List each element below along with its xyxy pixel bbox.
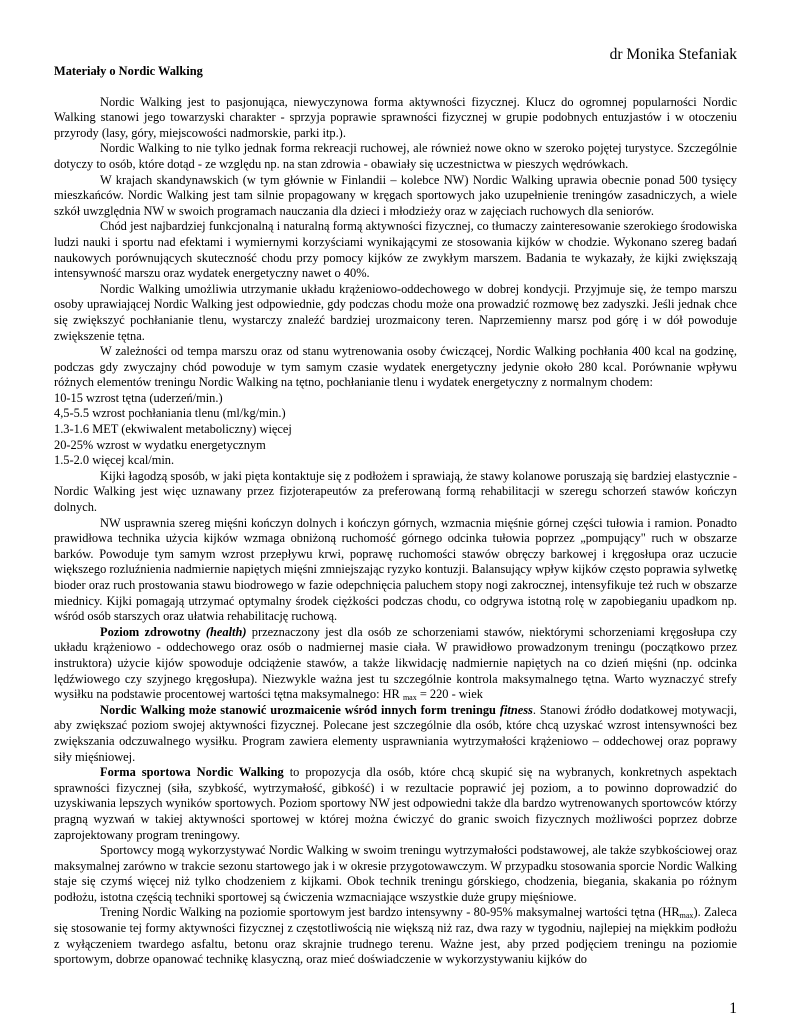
sport-level-heading: Forma sportowa Nordic Walking [100, 765, 284, 780]
paragraph-research: Chód jest najbardziej funkcjonalną i naturalną formą aktywności fizycznej, co tłumaczy zainteresowanie szerokiego środowiska ludzi nauki i sportu nad efektami i wymiernymi korzyściami wynikającymi ze stosowania kijków w chodzie. Wykonano szereg badań naukowych porównujących skuteczność chodu przy pomocy kijków ze zwykłym marszem. Badania te wykazały, że kijki zwiększają intensywność marszu oraz wydatek energetyczny nawet o 40%. [54, 219, 737, 281]
health-term: (health) [205, 624, 247, 639]
page-number: 1 [729, 1000, 737, 1017]
paragraph-athletes: Sportowcy mogą wykorzystywać Nordic Walking w swoim treningu wytrzymałości podstawowej, ale także szybkościowej oraz maksymalnej zarówno w trakcie sezonu startowego jak i w okresie przygotowawczym. W przypadku stosowania sporcie Nordic Walking staje się czymś więcej niż tylko chodzeniem z kijkami. Obok technik treningu górskiego, chodzenia, biegania, skakania po różnym podłożu, istotna częścią techniki sportowej są ćwiczenia wzmacniające wszystkie duże grupy mięśniowe. [54, 843, 737, 904]
paragraph-scandinavia: W krajach skandynawskich (w tym głównie w Finlandii – kolebce NW) Nordic Walking uprawia obecnie ponad 500 tysięcy mieszkańców. Nordic Walking jest tam silnie propagowany w kręgach sportowych jako uzupełnienie treningów zasadniczych, a wiele szkół uwzględnia NW w swoich programach nauczania dla dzieci i młodzieży oraz w zajęciach ruchowych dla seniorów. [54, 172, 737, 218]
paragraph-fitness-level [54, 703, 737, 765]
paragraph-health-level [54, 625, 737, 703]
paragraph-sport-level [54, 765, 737, 843]
document-body [54, 64, 737, 968]
list-item: 4,5-5.5 wzrost pochłaniania tlenu (ml/kg/min.) [54, 406, 286, 421]
fitness-term: fitness [499, 702, 533, 717]
list-item: 1.3-1.6 MET (ekwiwalent metaboliczny) więcej [54, 422, 292, 437]
paragraph-rehabilitation: Kijki łagodzą sposób, w jaki pięta kontaktuje się z podłożem i sprawiają, że stawy kolanowe poruszają się bardziej elastycznie - Nordic Walking jest więc uznawany przez fizjoterapeutów za preferowaną formą rehabilitacji w szeregu schorzeń stawów kończyn dolnych. [54, 468, 737, 515]
list-item: 10-15 wzrost tętna (uderzeń/min.) [54, 390, 223, 405]
sport-training-text-a: Trening Nordic Walking na poziomie sportowym jest bardzo intensywny - 80-95% maksymalnej wartości tętna (HR [100, 905, 680, 920]
hr-formula: = 220 - wiek [416, 687, 483, 702]
sport-training-text-b: ). Zaleca się stosowanie tej formy aktywności fizycznej z częstotliwością nie większą niż raz, dwa razy w tygodniu, najlepiej na miękkim podłożu z wyłączeniem twardego asfaltu, betonu oraz skrajnie trudnego terenu. Ważne jest, aby przed podjęciem treningu na poziomie sportowym, dobrze opanować technikę klasyczną, oraz mieć doświadczenie w wykorzystywaniu kijków do [54, 905, 737, 967]
sport-level-text: to propozycja dla osób, które chcą skupić się na wybranych, konkretnych aspektach sprawności fizycznej (siła, szybkość, wytrzymałość, gibkość) i w rezultacie poprawić jej poziom, a to powinno doprowadzić do uzyskiwania lepszych wyników sportowych. Poziom sportowy NW jest odpowiedni także dla bardzo wytrenowanych sportowców którzy pragną wyzwań w takiej aktywności sportowej w której można ćwiczyć do granic swoich fizycznych możliwości poprzez dobrze zaprojektowany program treningowy. [54, 765, 738, 842]
health-level-text: przeznaczony jest dla osób ze schorzeniami stawów, niektórymi schorzeniami kręgosłupa czy układu krążeniowo - oddechowego oraz osób o nadmiernej masie ciała. W prawidłowo prowadzonym treningu (początkowo przez instruktora) użycie kijów spowoduje odciążenie stawów, a także likwidację nadmiernie napiętych na co dzień mięśni (np. odcinka lędźwiowego czy szyjnego kręgosłupa). Niezwykle ważna jest tu szczególnie kontrola maksymalnego tętna. Warto wyznaczyć strefy wysiłku na podstawie procentowej wartości tętna maksymalnego: HR [54, 624, 737, 702]
paragraph-sport-training [54, 905, 737, 967]
paragraph-muscles: NW usprawnia szereg mięśni kończyn dolnych i kończyn górnych, wzmacnia mięśnie górnej części tułowia i ramion. Ponadto prawidłowa technika użycia kijków wzmaga obniżoną ruchomość górnego odcinka tułowia poprzez „pompujący" ruch w obszarze barków. Powoduje tym samym wzrost przepływu krwi, poprawę ruchomości stawów obręczy barkowej i kręgosłupa oraz uczucie większego rozluźnienia nadmiernie napiętych mięśni zmniejszając ryzyko kontuzji. Balansujący wpływ kijków często poprawia sylwetkę bioder oraz ruch prostowania stawu biodrowego w fazie odepchnięcia paluchem stopy nogi zakrocznej, intensyfikuje też ruch w obszarze miednicy. Kijki pomagają utrzymać optymalny środek ciężkości podczas chodu, co odgrywa istotną rolę w zapobieganiu upadkom np. wśród osób starszych oraz ułatwia rehabilitację ruchową. [54, 515, 737, 624]
paragraph-tourism: Nordic Walking to nie tylko jednak forma rekreacji ruchowej, ale również nowe okno w szeroko pojętej turystyce. Szczególnie dotyczy to osób, które dotąd - ze względu np. na stan zdrowia - obawiały się uczestnictwa w pieszych wędrówkach. [54, 141, 737, 171]
paragraph-intro: Nordic Walking jest to pasjonująca, niewyczynowa forma aktywności fizycznej. Klucz do ogromnej popularności Nordic Walking stanowi jego towarzyski charakter - sprzyja poprawie sprawności fizycznej w grupie podobnych entuzjastów i w otoczeniu przyrody (lasy, góry, miejscowości nadmorskie, parki itp.). [54, 94, 737, 140]
paragraph-cardio: Nordic Walking umożliwia utrzymanie układu krążeniowo-oddechowego w dobrej kondycji. Przyjmuje się, że tempo marszu osoby uprawiającej Nordic Walking jest odpowiednie, gdy podczas chodu może ona prowadzić rozmowę bez zadyszki. Jeśli jednak chce się zwiększyć pochłanianie tlenu, wystarczy znaleźć bardziej urozmaicony teren. Naprzemienny marsz pod górę i w dół powoduje zwiększenie tętna. [54, 281, 737, 343]
list-item: 1.5-2.0 więcej kcal/min. [54, 453, 175, 468]
hr-max-subscript-2: max [679, 911, 694, 921]
health-level-heading: Poziom zdrowotny [100, 624, 201, 639]
document-title: Materiały o Nordic Walking [54, 64, 203, 78]
paragraph-energy: W zależności od tempa marszu oraz od stanu wytrenowania osoby ćwiczącej, Nordic Walking pochłania 400 kcal na godzinę, podczas gdy zwyczajny chód powoduje w tym samym czasie wydatek energetyczny jedynie około 280 kcal. Porównanie wpływu różnych elementów treningu Nordic Walking na tętno, pochłanianie tlenu i wydatek energetyczny z normalnym chodem: [54, 344, 737, 390]
hr-max-subscript: max [402, 693, 417, 703]
fitness-level-text: . Stanowi źródło dodatkowej motywacji, aby zwiększać poziom swojej aktywności fizycznej. Polecane jest szczególnie dla osób, które chcą uzyskać wzrost intensywności bez zwiększania odczuwalnego wysiłku. Program zawiera elementy usprawniania wytrzymałości krążeniowo – oddechowej oraz poprawy siły mięśniowej. [54, 702, 738, 764]
author-name: dr Monika Stefaniak [609, 46, 737, 63]
fitness-level-heading: Nordic Walking może stanowić urozmaicenie wśród innych form treningu [100, 702, 496, 717]
list-item: 20-25% wzrost w wydatku energetycznym [54, 437, 266, 452]
